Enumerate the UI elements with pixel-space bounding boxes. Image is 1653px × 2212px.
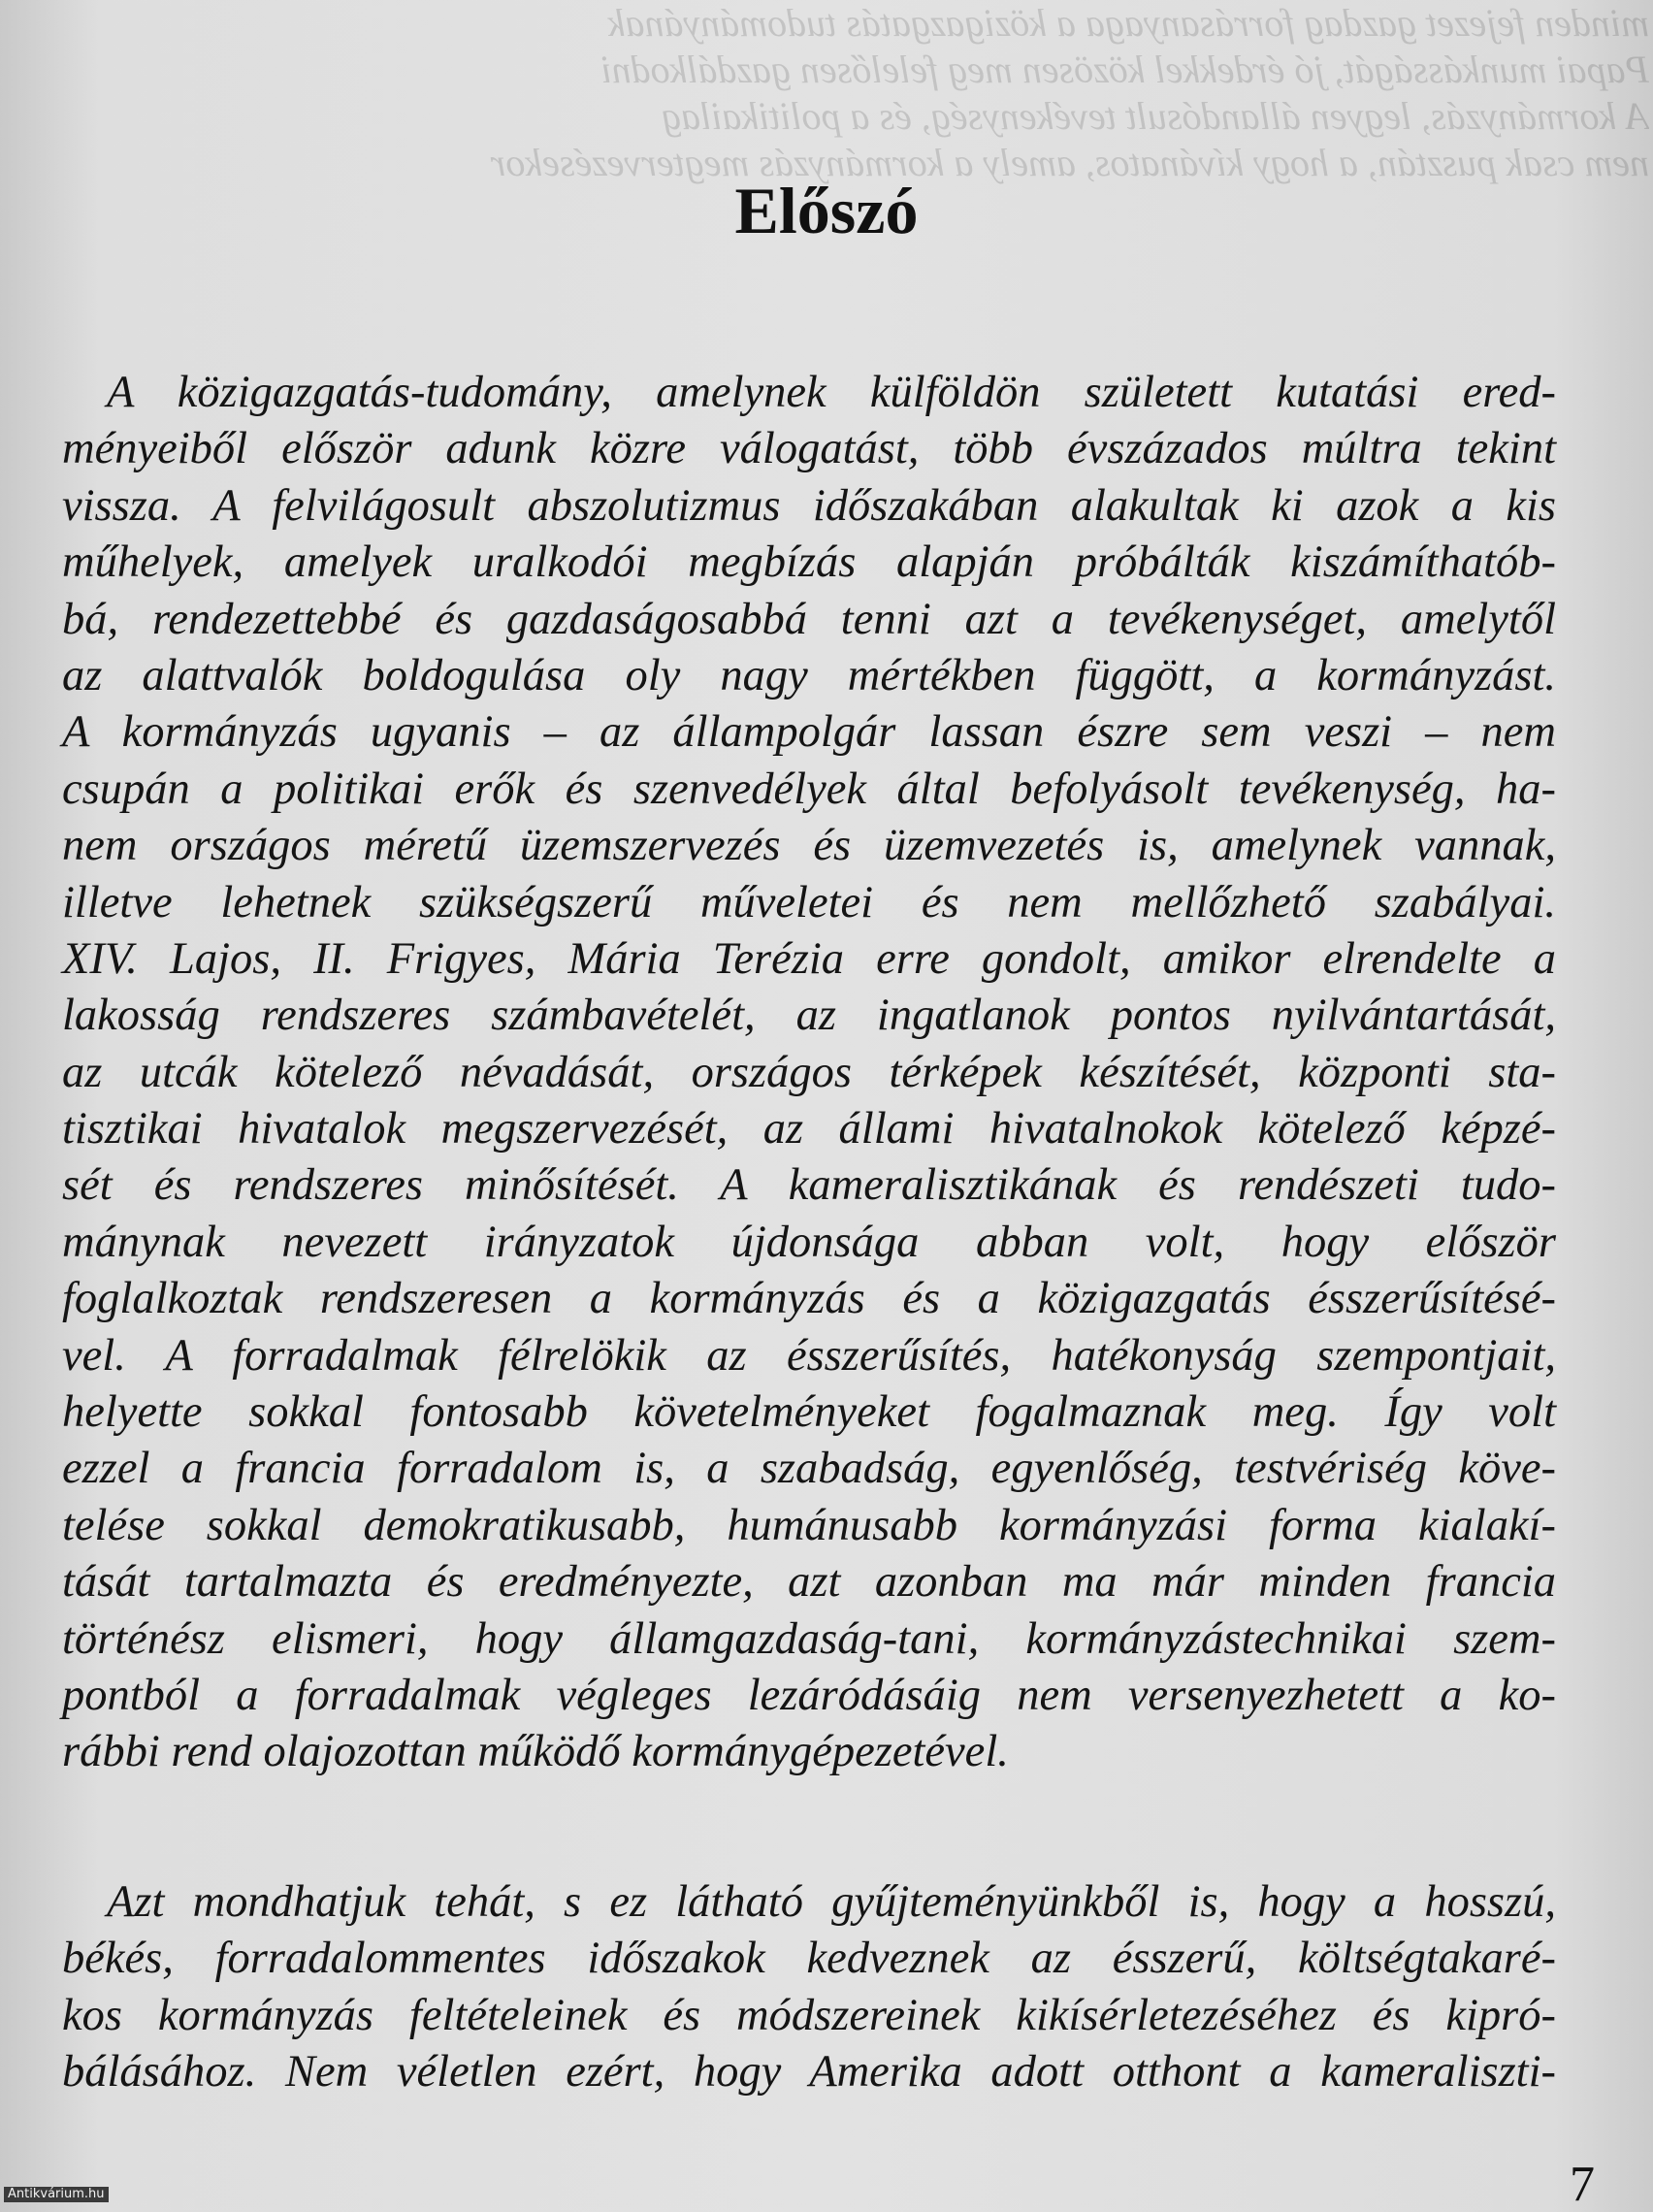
text-line: Azt mondhatjuk tehát, s ez látható gyűjteményünkből is, hogy a hosszú, <box>107 1877 1556 1927</box>
text-line: az utcák kötelező névadását, országos térképek készítését, központi sta- <box>62 1047 1556 1097</box>
text-line: illetve lehetnek szükségszerű műveletei és nem mellőzhető szabályai. <box>62 877 1556 927</box>
text-line: tását tartalmazta és eredményezte, azt azonban ma már minden francia <box>62 1557 1556 1608</box>
text-line: pontból a forradalmak végleges lezáródásáig nem versenyezhetett a ko- <box>62 1670 1556 1720</box>
text-line: műhelyek, amelyek uralkodói megbízás alapján próbálták kiszámíthatób- <box>62 537 1556 588</box>
text-line: történész elismeri, hogy államgazdaság-tani, kormányzástechnikai szem- <box>62 1613 1556 1664</box>
text-line: helyette sokkal fontosabb követelményeket fogalmaznak meg. Így volt <box>62 1387 1556 1438</box>
text-line: csupán a politikai erők és szenvedélyek által befolyásolt tevékenység, ha- <box>62 764 1556 814</box>
text-line: foglalkoztak rendszeresen a kormányzás és a közigazgatás ésszerűsítésé- <box>62 1274 1556 1324</box>
text-line: kos kormányzás feltételeinek és módszereinek kikísérletezéséhez és kipró- <box>62 1990 1556 2040</box>
text-line: telése sokkal demokratikusabb, humánusabb kormányzási forma kialakí- <box>62 1500 1556 1550</box>
text-line: A közigazgatás-tudomány, amelynek külföldön született kutatási ered- <box>107 368 1556 417</box>
text-line: lakosság rendszeres számbavételét, az ingatlanok pontos nyilvántartását, <box>62 991 1556 1041</box>
text-line: A kormányzás ugyanis – az állampolgár lassan észre sem veszi – nem <box>62 707 1556 758</box>
paragraph-2 <box>62 1874 1556 2101</box>
text-line: sét és rendszeres minősítését. A kameralisztikának és rendészeti tudo- <box>62 1160 1556 1211</box>
paragraph-1 <box>62 365 1556 1781</box>
bleed-through-text: minden fejezet gazdag forrásanyaga a közigazgatás tudományának Papai munkásságát, jó érdekkel közösen meg felelősen gazdálkodni A kormányzás, legyen állandósult tevékenység, és a politikailag nem csak pusztán, a hogy kívánatos, amely a kormányzás megtervezésekor <box>490 1 1649 184</box>
text-line: bálásához. Nem véletlen ezért, hogy Amerika adott otthont a kameraliszti- <box>62 2047 1556 2098</box>
text-line: mánynak nevezett irányzatok újdonsága abban volt, hogy először <box>62 1217 1556 1267</box>
text-line: rábbi rend olajozottan működő kormánygépezetével. <box>62 1727 1009 1777</box>
text-line: békés, forradalommentes időszakok kedveznek az ésszerű, költségtakaré- <box>62 1934 1556 1984</box>
text-line: vel. A forradalmak félrelökik az ésszerűsítés, hatékonyság szempontjait, <box>62 1330 1556 1381</box>
text-line: bá, rendezettebbé és gazdaságosabbá tenni azt a tevékenységet, amelytől <box>62 594 1556 644</box>
watermark: Antikvárium.hu <box>4 2187 109 2202</box>
text-line: vissza. A felvilágosult abszolutizmus időszakában alakultak ki azok a kis <box>62 480 1556 531</box>
text-line: az alattvalók boldogulása oly nagy mértékben függött, a kormányzást. <box>62 650 1556 700</box>
page-number: 7 <box>1570 2157 1595 2212</box>
text-line: tisztikai hivatalok megszervezését, az állami hivatalnokok kötelező képzé- <box>62 1104 1556 1155</box>
text-line: ményeiből először adunk közre válogatást, több évszázados múltra tekint <box>62 424 1556 474</box>
text-line: ezzel a francia forradalom is, a szabadság, egyenlőség, testvériség köve- <box>62 1444 1556 1494</box>
text-line: XIV. Lajos, II. Frigyes, Mária Terézia erre gondolt, amikor elrendelte a <box>62 933 1556 984</box>
text-line: nem országos méretű üzemszervezés és üzemvezetés is, amelynek vannak, <box>62 821 1556 871</box>
page-title: Előszó <box>734 174 919 247</box>
